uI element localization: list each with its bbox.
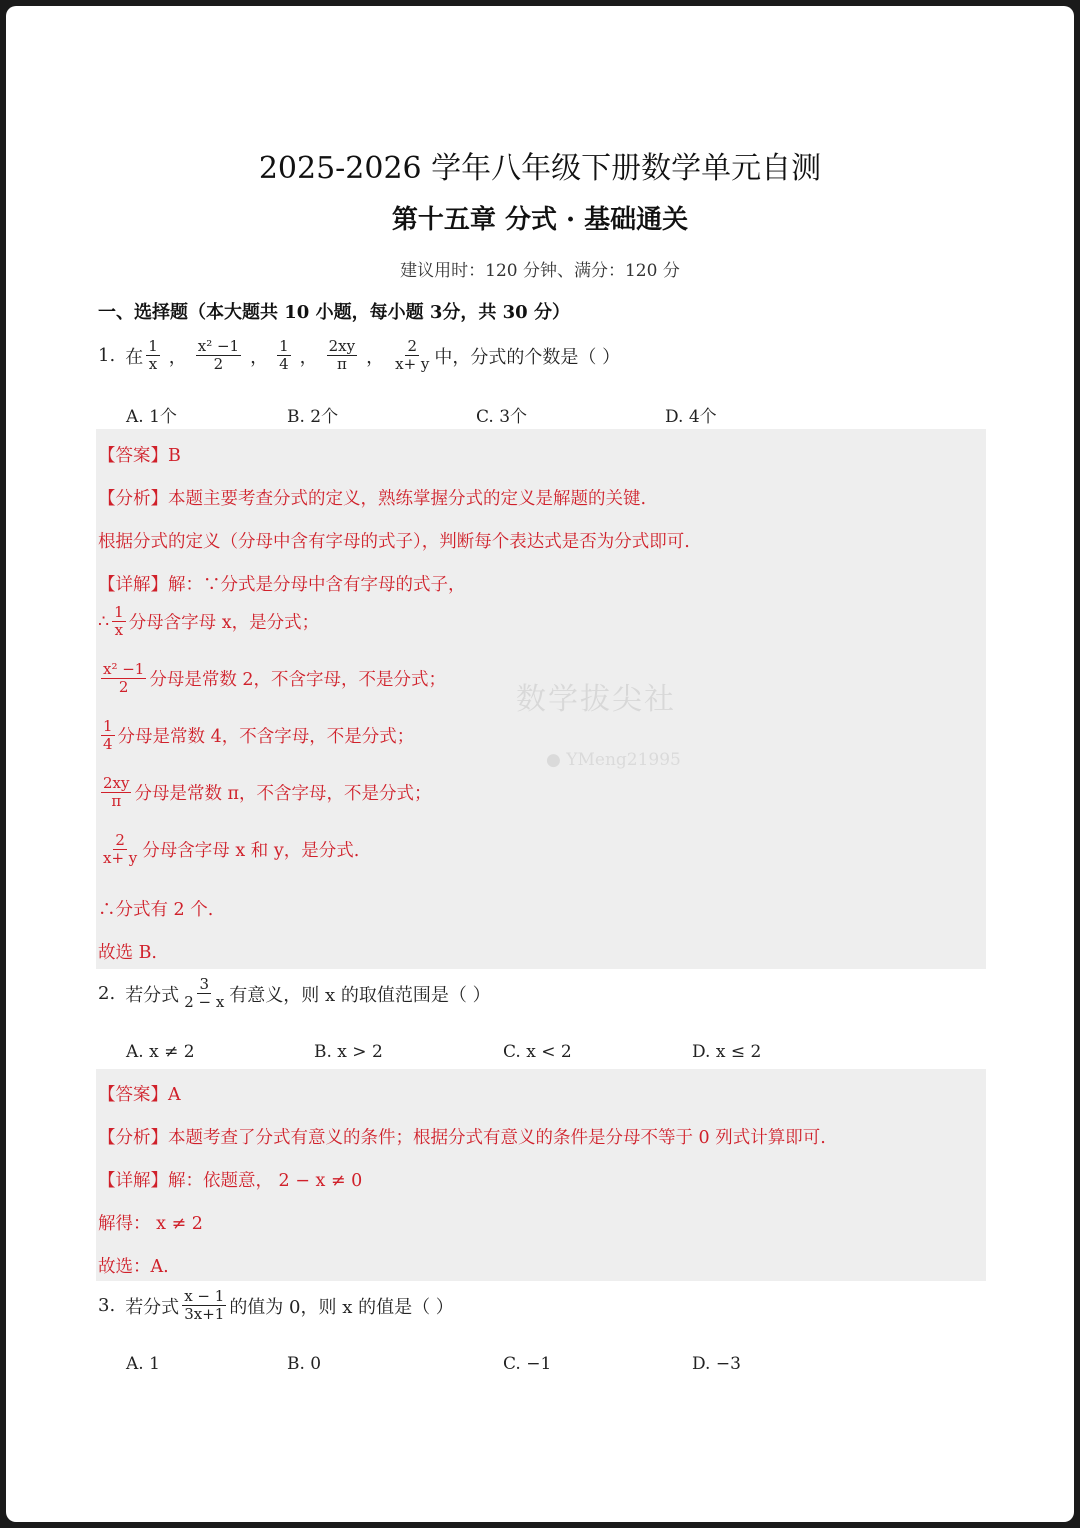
detail-text: 【详解】解：依题意， 2 − x ≠ 0: [98, 1171, 363, 1191]
solution-line-2: $\frac{\text{x² −1}}{2}$ 分母是常数 2，不含字母，不是分式；: [103, 660, 447, 697]
solution-count: ∴分式有 2 个.: [98, 900, 214, 920]
question-suffix: 中，分式的个数是（ ）: [434, 346, 621, 368]
option-d: D. 4个: [665, 407, 717, 427]
answer-label: 【答案】A: [98, 1085, 181, 1105]
fraction-2-over-x-plus-y: $\frac{2}{x+ y}$: [395, 337, 430, 374]
option-b: B. 2个: [287, 407, 339, 427]
fraction-1-over-4: $\frac{1}{4}$: [279, 337, 289, 374]
analysis-text: 【分析】本题考查了分式有意义的条件；根据分式有意义的条件是分母不等于 0 列式计算即可.: [98, 1128, 826, 1148]
watermark-text: 数学拔尖社: [516, 682, 676, 717]
solution-line-4: $\frac{2xy}{\pi}$ 分母是常数 π，不含字母，不是分式；: [103, 774, 432, 811]
option-b: B. 0: [287, 1354, 322, 1374]
wechat-icon: ●: [546, 750, 561, 770]
document-subtitle: 第十五章 分式 · 基础通关: [391, 205, 689, 235]
time-score-info: 建议用时：120 分钟、满分：120 分: [400, 261, 680, 281]
question-number: 1.: [98, 345, 116, 367]
fraction-x2-1-over-2: $\frac{\text{x² −1}}{2}$: [197, 337, 240, 374]
fraction-1-over-x: $\frac{1}{x}$: [148, 337, 158, 374]
document-title: 2025-2026 学年八年级下册数学单元自测: [258, 151, 822, 186]
solution-choice: 故选 B.: [98, 943, 157, 963]
fraction-x-minus-1-over-3x-plus-1: $\frac{x - 1}{3x+1}$: [184, 1287, 225, 1324]
solution-line-5: $\frac{2}{x+ y}$ 分母含字母 x 和 y，是分式.: [103, 831, 360, 868]
option-a: A. 1: [126, 1354, 160, 1374]
detail-text: 【详解】解：∵分式是分母中含有字母的式子，: [98, 575, 466, 595]
option-a: A. x ≠ 2: [126, 1042, 195, 1062]
option-d: D. x ≤ 2: [692, 1042, 762, 1062]
question-2: 2. 若分式 $\frac{3}{2 - x}$ 有意义，则 x 的取值范围是（ ）: [98, 975, 491, 1012]
watermark-sub: ● YMeng21995: [546, 750, 681, 770]
document-page: [6, 6, 1074, 1522]
question-1: 1. 在 $\frac{1}{x}$ ， $\frac{\text{x² −1}}{2}$ ， $\frac{1}{4}$ ， $\frac{2xy}{\pi}$ ， $\frac{2}{x+ y}$ 中，分式的个数是（ ）: [98, 337, 621, 374]
option-b: B. x > 2: [314, 1042, 383, 1062]
question-3: 3. 若分式 $\frac{x - 1}{3x+1}$ 的值为 0，则 x 的值是（ ）: [98, 1287, 454, 1324]
option-d: D. −3: [692, 1354, 741, 1374]
option-c: C. x < 2: [503, 1042, 572, 1062]
question-prefix: 在: [125, 346, 144, 368]
option-a: A. 1个: [126, 407, 177, 427]
option-c: C. −1: [503, 1354, 552, 1374]
section-heading: 一、选择题（本大题共 10 小题，每小题 3分，共 30 分）: [98, 302, 570, 323]
analysis-text: 【分析】本题主要考查分式的定义，熟练掌握分式的定义是解题的关键.: [98, 489, 647, 509]
analysis-text-2: 根据分式的定义（分母中含有字母的式子），判断每个表达式是否为分式即可.: [98, 532, 690, 552]
solve-text: 解得： x ≠ 2: [98, 1214, 203, 1234]
solution-choice: 故选：A.: [98, 1257, 169, 1277]
answer-label: 【答案】B: [98, 446, 181, 466]
option-c: C. 3个: [476, 407, 528, 427]
solution-line-1: ∴ $\frac{1}{x}$ 分母含字母 x，是分式；: [98, 603, 320, 640]
fraction-3-over-2-minus-x: $\frac{3}{2 - x}$: [184, 975, 225, 1012]
solution-line-3: $\frac{1}{4}$ 分母是常数 4，不含字母，不是分式；: [103, 717, 415, 754]
fraction-2xy-over-pi: $\frac{2xy}{\pi}$: [328, 337, 356, 374]
